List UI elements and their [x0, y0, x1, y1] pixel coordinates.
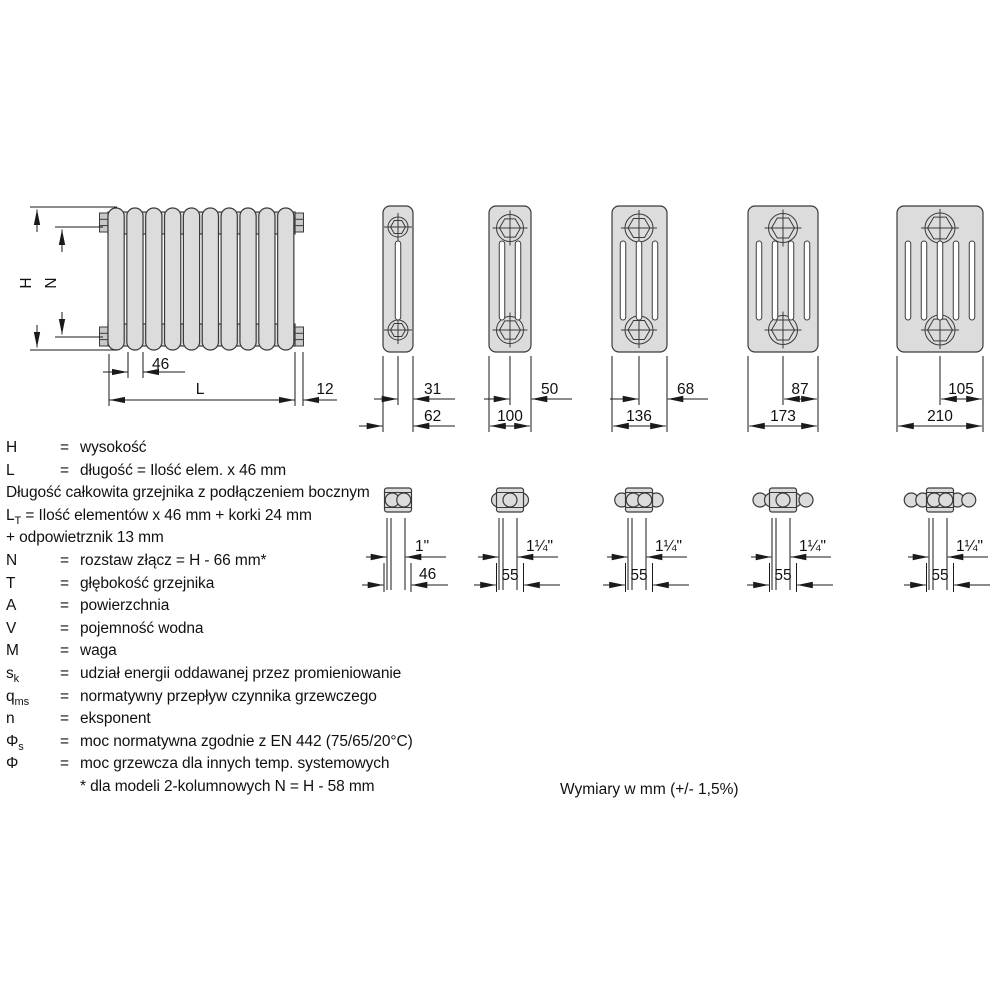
legend-equals: =	[60, 461, 69, 479]
front-view	[18, 207, 337, 406]
legend-text: + odpowietrznik 13 mm	[6, 529, 164, 547]
dim-label-thread: 1¼"	[526, 538, 554, 555]
legend-symbol: Φ	[6, 755, 19, 773]
legend-row	[6, 663, 546, 686]
legend-symbol: n	[6, 710, 15, 728]
dim-label-half-depth: 68	[677, 381, 695, 398]
legend-symbol-sub: T	[14, 514, 22, 527]
legend-row	[6, 505, 546, 528]
legend-symbol: L	[6, 461, 15, 479]
side-view-3col	[484, 206, 572, 432]
legend-text: moc normatywna zgodnie z EN 442 (75/65/20°C)	[80, 732, 413, 750]
dim-label-half-depth: 31	[424, 381, 442, 398]
legend-text: wysokość	[80, 439, 147, 456]
dim-label-length: L	[195, 381, 205, 398]
legend-symbol: Φ	[6, 732, 19, 750]
dim-label-pitch: 55	[774, 567, 792, 584]
side-view-6col	[897, 206, 983, 432]
dim-label-full-depth: 173	[770, 408, 796, 425]
legend-symbol: M	[6, 642, 19, 660]
units-note: Wymiary w mm (+/- 1,5%)	[560, 781, 739, 798]
legend-equals: =	[60, 664, 69, 682]
dim-label-thread: 1¼"	[956, 538, 984, 555]
legend-row	[6, 550, 546, 573]
legend-footnote	[6, 776, 546, 799]
legend-symbol-sub: k	[13, 673, 20, 686]
dim-label-offset: 12	[316, 381, 334, 398]
dim-label-pitch: 46	[152, 356, 170, 373]
dim-label-thread: 1¼"	[655, 538, 683, 555]
legend-text: powierzchnia	[80, 597, 170, 615]
legend-symbol: V	[6, 619, 17, 637]
dim-label-pitch: 55	[630, 567, 648, 584]
legend-row	[6, 708, 546, 731]
dim-label-pitch: 55	[501, 567, 519, 584]
legend-row	[6, 527, 546, 550]
legend-text: normatywny przepływ czynnika grzewczego	[80, 687, 377, 705]
legend	[6, 437, 546, 799]
legend-text: moc grzewcza dla innych temp. systemowych	[80, 755, 390, 773]
legend-symbol: q	[6, 687, 15, 705]
legend-row	[6, 573, 546, 596]
dim-label-full-depth: 136	[626, 408, 652, 425]
legend-equals: =	[60, 597, 69, 615]
legend-symbol-sub: ms	[14, 695, 29, 708]
legend-text: pojemność wodna	[80, 619, 204, 637]
side-view-4col	[610, 206, 708, 432]
dim-label-half-depth: 105	[948, 381, 974, 398]
legend-text: eksponent	[80, 710, 151, 728]
top-view-6col	[904, 488, 990, 592]
dim-label-half-depth: 87	[791, 381, 809, 398]
legend-text: długość = Ilość elem. x 46 mm	[80, 461, 287, 479]
legend-symbol: A	[6, 597, 17, 615]
legend-text: Długość całkowita grzejnika z podłączeniem bocznym	[6, 484, 370, 502]
legend-symbol: L	[6, 506, 15, 524]
legend-equals: =	[60, 687, 69, 705]
legend-symbol: s	[6, 664, 14, 682]
dim-label-thread: 1"	[415, 538, 430, 555]
side-view-5col	[748, 206, 818, 432]
dim-label-height: H	[18, 277, 35, 289]
legend-symbol: H	[6, 439, 18, 456]
legend-row	[6, 686, 546, 709]
legend-equals: =	[60, 732, 69, 750]
legend-text: głębokość grzejnika	[80, 574, 215, 592]
legend-equals: =	[60, 439, 69, 456]
dim-label-thread: 1¼"	[799, 538, 827, 555]
legend-equals: =	[60, 619, 69, 637]
legend-equals: =	[60, 755, 69, 773]
legend-text: waga	[80, 642, 117, 660]
side-view-2col	[359, 206, 455, 432]
dim-label-pitch: 46	[419, 566, 437, 583]
dim-label-full-depth: 210	[927, 408, 953, 425]
legend-symbol: N	[6, 551, 18, 569]
legend-equals: =	[60, 574, 69, 592]
legend-row	[6, 595, 546, 618]
dim-label-spacing: N	[43, 277, 60, 289]
legend-row	[6, 460, 546, 483]
dim-label-half-depth: 50	[541, 381, 559, 398]
legend-equals: =	[60, 710, 69, 728]
legend-text: = Ilość elementów x 46 mm + korki 24 mm	[21, 506, 312, 524]
legend-symbol: T	[6, 574, 16, 592]
legend-equals: =	[60, 551, 69, 569]
legend-row	[6, 618, 546, 641]
top-view-4col	[603, 488, 689, 592]
legend-text: rozstaw złącz = H - 66 mm*	[80, 551, 267, 569]
legend-row	[6, 731, 546, 754]
pitch-dimension	[103, 352, 185, 378]
legend-text: udział energii oddawanej przez promieniowanie	[80, 664, 402, 682]
legend-equals: =	[60, 642, 69, 660]
dim-label-pitch: 55	[931, 567, 949, 584]
legend-row	[6, 437, 546, 460]
legend-symbol-sub: s	[18, 740, 24, 753]
dim-label-full-depth: 100	[497, 408, 523, 425]
legend-row	[6, 640, 546, 663]
legend-text: * dla modeli 2-kolumnowych N = H - 58 mm	[80, 777, 375, 795]
dim-label-full-depth: 62	[424, 408, 442, 425]
legend-row	[6, 753, 546, 776]
legend-row	[6, 482, 546, 505]
top-view-5col	[747, 488, 833, 592]
